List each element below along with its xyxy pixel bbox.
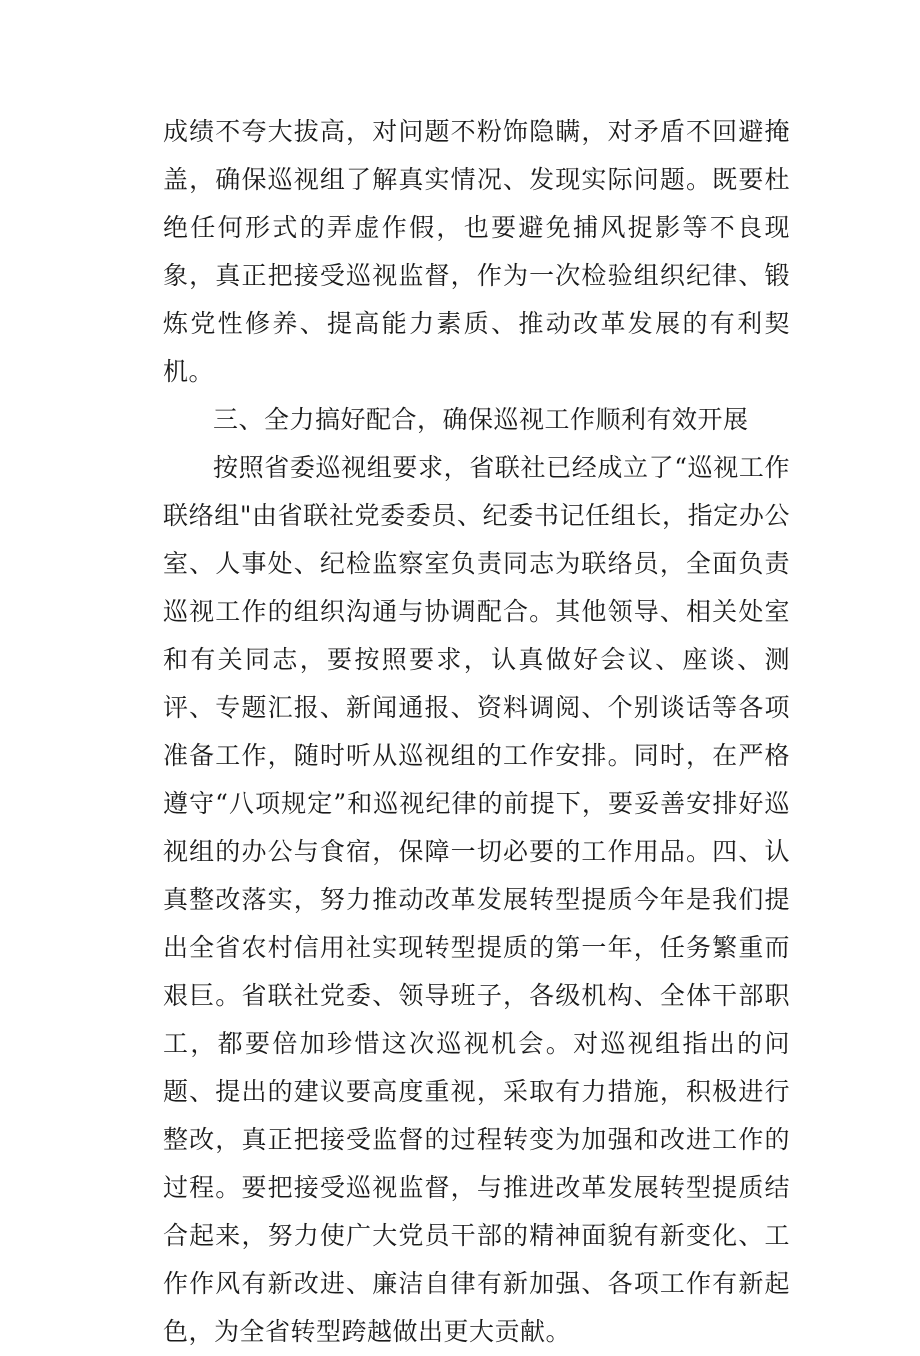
body-paragraph-continued: 成绩不夸大拔高，对问题不粉饰隐瞒，对矛盾不回避掩盖，确保巡视组了解真实情况、发现实际问题。既要杜绝任何形式的弄虚作假，也要避免捕风捉影等不良现象，真正把接受巡视监督，作为一次检验组织纪律、锻炼党性修养、提高能力素质、推动改革发展的有利契机。 [163,117,790,386]
section-heading: 三、全力搞好配合，确保巡视工作顺利有效开展 [213,405,749,434]
body-paragraph: 按照省委巡视组要求，省联社已经成立了“巡视工作联络组"由省联社党委委员、纪委书记任组长，指定办公室、人事处、纪检监察室负责同志为联络员，全面负责巡视工作的组织沟通与协调配合。其他领导、相关处室和有关同志，要按照要求，认真做好会议、座谈、测评、专题汇报、新闻通报、资料调阅、个别谈话等各项准备工作，随时听从巡视组的工作安排。同时，在严格遵守“八项规定”和巡视纪律的前提下，要妥善安排好巡视组的办公与食宿，保障一切必要的工作用品。四、认真整改落实，努力推动改革发展转型提质今年是我们提出全省农村信用社实现转型提质的第一年，任务繁重而艰巨。省联社党委、领导班子，各级机构、全体干部职工，都要倍加珍惜这次巡视机会。对巡视组指出的问题、提出的建议要高度重视，采取有力措施，积极进行整改，真正把接受监督的过程转变为加强和改进工作的过程。要把接受巡视监督，与推进改革发展转型提质结合起来，努力使广大党员干部的精神面貌有新变化、工作作风有新改进、廉洁自律有新加强、各项工作有新起色，为全省转型跨越做出更大贡献。 [163,453,790,1346]
document-body [163,108,790,1356]
